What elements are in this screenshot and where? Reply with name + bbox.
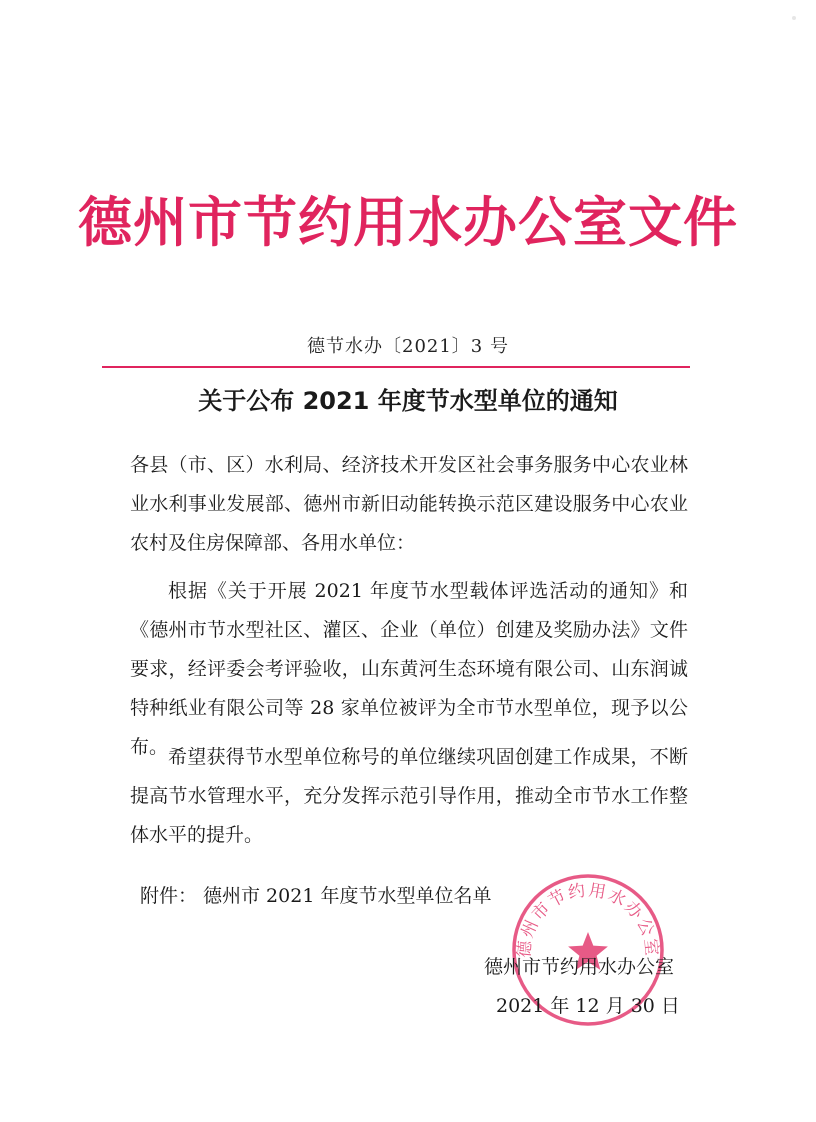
body-paragraph-1: 根据《关于开展 2021 年度节水型载体评选活动的通知》和《德州市节水型社区、灌区、企业（单位）创建及奖励办法》文件要求，经评委会考评验收，山东黄河生态环境有限公司、山东润诚特种纸业有限公司等 28 家单位被评为全市节水型单位，现予以公布。 bbox=[130, 580, 688, 758]
document-number: 德节水办〔2021〕3 号 bbox=[307, 336, 509, 357]
signature-organization: 德州市节约用水办公室 bbox=[484, 956, 675, 978]
signature-date: 2021 年 12 月 30 日 bbox=[496, 995, 680, 1017]
notice-title: 关于公布 2021 年度节水型单位的通知 bbox=[198, 387, 618, 415]
red-divider-line bbox=[102, 366, 690, 368]
red-header-title: 德州市节约用水办公室文件 bbox=[78, 191, 738, 254]
attachment-name: 德州市 2021 年度节水型单位名单 bbox=[203, 885, 492, 907]
attachment-line bbox=[140, 881, 491, 911]
body-paragraph-2: 希望获得节水型单位称号的单位继续巩固创建工作成果，不断提高节水管理水平，充分发挥示范引导作用，推动全市节水工作整体水平的提升。 bbox=[130, 746, 688, 846]
attachment-label: 附件： bbox=[140, 885, 198, 907]
scan-speck bbox=[792, 16, 796, 20]
seal-text: 德州市节约用水办公室 bbox=[514, 880, 662, 959]
addressee: 各县（市、区）水利局、经济技术开发区社会事务服务中心农业林业水利事业发展部、德州市新旧动能转换示范区建设服务中心农业农村及住房保障部、各用水单位： bbox=[130, 454, 688, 554]
